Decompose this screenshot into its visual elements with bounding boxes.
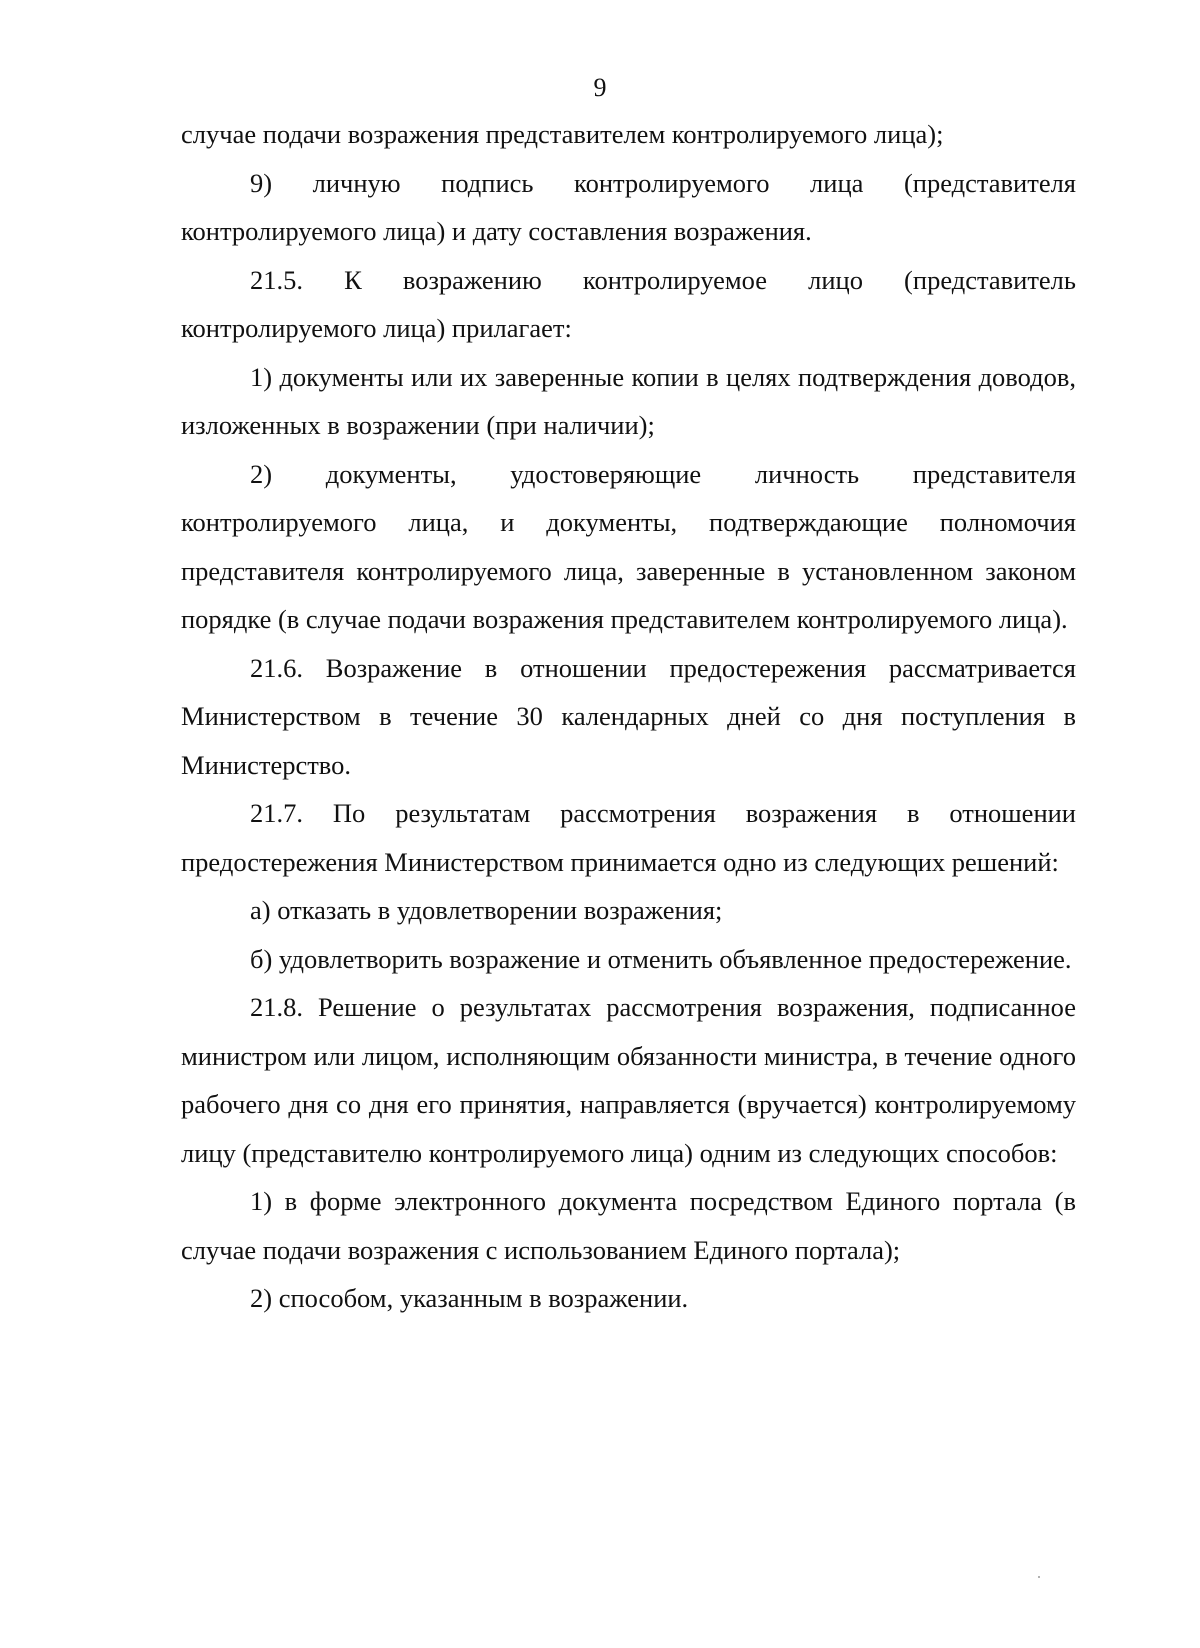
paragraph-method-1: 1) в форме электронного документа посредством Единого портала (в случае подачи возражения с использованием Единого портала); — [181, 1186, 1076, 1265]
paragraph-attachment-1: 1) документы или их заверенные копии в целях подтверждения доводов, изложенных в возражении (при наличии); — [181, 361, 1076, 440]
scan-speck — [1038, 1576, 1040, 1578]
paragraph-decision-b: б) удовлетворить возражение и отменить объявленное предостережение. — [250, 943, 1072, 974]
paragraph-continuation: случае подачи возражения представителем контролируемого лица); — [181, 119, 944, 149]
document-body — [181, 110, 1076, 1323]
paragraph-21-5: 21.5. К возражению контролируемое лицо (представитель контролируемого лица) прилагает: — [181, 264, 1076, 343]
paragraph-item-9-signature: 9) личную подпись контролируемого лица (представителя контролируемого лица) и дату составления возражения. — [181, 167, 1076, 246]
paragraph-21-8: 21.8. Решение о результатах рассмотрения возражения, подписанное министром или лицом, исполняющим обязанности министра, в течение одного рабочего дня со дня его принятия, направляется (вручается) контролируемому лицу (представителю контролируемого лица) одним из следующих способов: — [181, 992, 1076, 1168]
page-number: 9 — [593, 73, 607, 102]
paragraph-21-7: 21.7. По результатам рассмотрения возражения в отношении предостережения Министерством принимается одно из следующих решений: — [181, 798, 1076, 877]
paragraph-21-6: 21.6. Возражение в отношении предостережения рассматривается Министерством в течение 30 календарных дней со дня поступления в Министерство. — [181, 652, 1076, 780]
paragraph-decision-a: а) отказать в удовлетворении возражения; — [250, 895, 723, 925]
paragraph-method-2: 2) способом, указанным в возражении. — [250, 1283, 689, 1313]
paragraph-attachment-2: 2) документы, удостоверяющие личность представителя контролируемого лица, и документы, подтверждающие полномочия представителя контролируемого лица, заверенные в установленном законом порядке (в случае подачи возражения представителем контролируемого лица). — [181, 458, 1076, 634]
